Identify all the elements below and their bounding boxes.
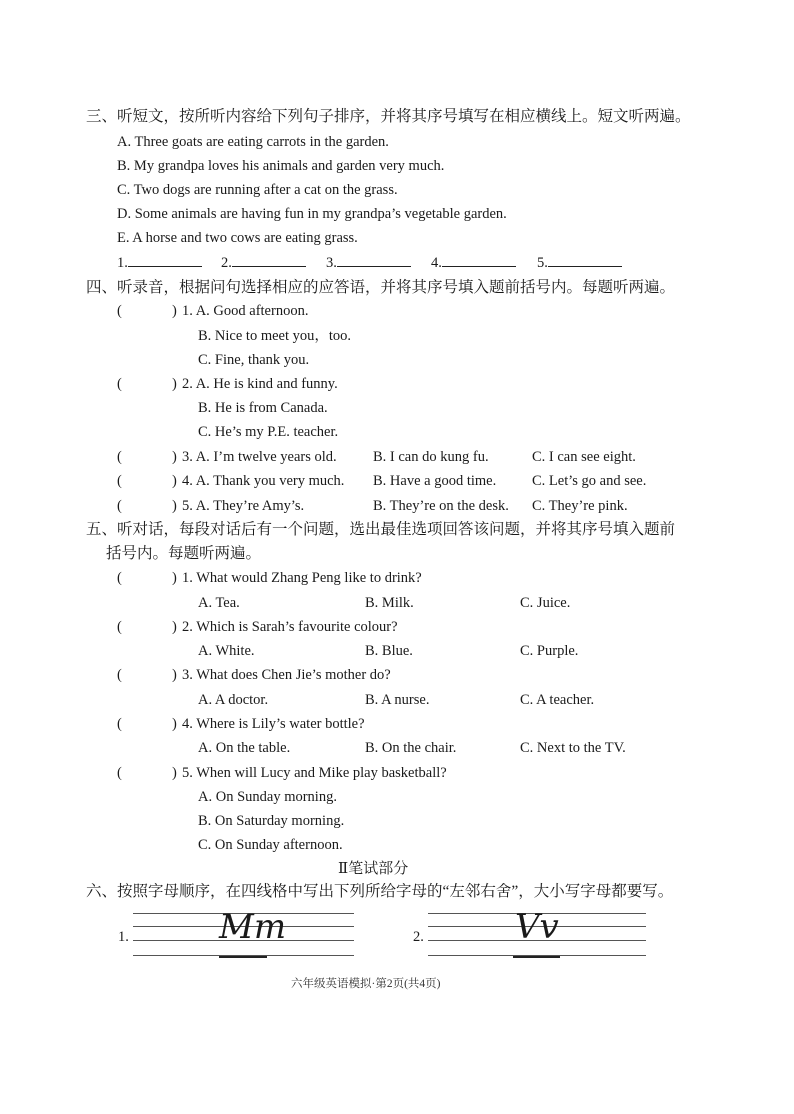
s4-q1-option-b: B. Nice to meet you，too.	[198, 328, 352, 344]
s4-q3-option-a: 3. A. I’m twelve years old.	[182, 449, 337, 465]
answer-bracket-open[interactable]: (	[117, 716, 122, 732]
answer-bracket-close: )	[172, 570, 177, 586]
answer-bracket-open[interactable]: (	[117, 498, 122, 514]
s5-q1-option-c: C. Juice.	[520, 595, 571, 611]
answer-bracket-close: )	[172, 619, 177, 635]
answer-blank-2[interactable]	[221, 254, 306, 272]
section3-sentence-e: E. A horse and two cows are eating grass.	[117, 230, 358, 246]
s4-q1-option-c: C. Fine, thank you.	[198, 352, 310, 368]
section4-heading: 四、听录音，根据问句选择相应的应答语，并将其序号填入题前括号内。每题听两遍。	[86, 279, 676, 296]
s5-q4-question: 4. Where is Lily’s water bottle?	[182, 716, 365, 732]
answer-bracket-open[interactable]: (	[117, 570, 122, 586]
answer-bracket-close: )	[172, 765, 177, 781]
s6-item1-number: 1.	[118, 929, 129, 945]
s4-q2-option-c: C. He’s my P.E. teacher.	[198, 424, 339, 440]
section3-sentence-a: A. Three goats are eating carrots in the garden.	[117, 134, 389, 150]
s5-q4-option-c: C. Next to the TV.	[520, 740, 626, 756]
s5-q2-question: 2. Which is Sarah’s favourite colour?	[182, 619, 398, 635]
s5-q5-option-c: C. On Sunday afternoon.	[198, 837, 343, 853]
blank-number: 4.	[431, 255, 442, 271]
s5-q5-option-a: A. On Sunday morning.	[198, 789, 337, 805]
blank-line[interactable]	[442, 254, 516, 267]
answer-bracket-open[interactable]: (	[117, 376, 122, 392]
answer-bracket-close: )	[172, 449, 177, 465]
answer-bracket-open[interactable]: (	[117, 765, 122, 781]
section5-heading-line2: 括号内。每题听两遍。	[106, 545, 262, 562]
s5-q5-question: 5. When will Lucy and Mike play basketball?	[182, 765, 447, 781]
s4-q2-option-b: B. He is from Canada.	[198, 400, 328, 416]
section3-heading: 三、听短文，按所听内容给下列句子排序，并将其序号填写在相应横线上。短文听两遍。	[86, 108, 691, 125]
s5-q3-option-b: B. A nurse.	[365, 692, 430, 708]
s5-q4-option-a: A. On the table.	[198, 740, 291, 756]
s4-q2-option-a: 2. A. He is kind and funny.	[182, 376, 338, 392]
blank-number: 1.	[117, 255, 128, 271]
section3-sentence-c: C. Two dogs are running after a cat on the grass.	[117, 182, 398, 198]
s4-q5-option-c: C. They’re pink.	[532, 498, 628, 514]
part2-title: Ⅱ笔试部分	[338, 859, 409, 877]
answer-blank-4[interactable]	[431, 254, 516, 272]
s5-q3-option-a: A. A doctor.	[198, 692, 269, 708]
s5-q5-option-b: B. On Saturday morning.	[198, 813, 345, 829]
s6-item1-letters: Mm	[219, 907, 287, 947]
blank-line[interactable]	[128, 254, 202, 267]
answer-blank-1[interactable]	[117, 254, 202, 272]
s5-q2-option-c: C. Purple.	[520, 643, 579, 659]
answer-bracket-open[interactable]: (	[117, 303, 122, 319]
blank-line[interactable]	[548, 254, 622, 267]
section6-heading: 六、按照字母顺序，在四线格中写出下列所给字母的“左邻右舍”，大小写字母都要写。	[86, 883, 674, 900]
answer-bracket-open[interactable]: (	[117, 473, 122, 489]
s4-q5-option-a: 5. A. They’re Amy’s.	[182, 498, 305, 514]
section3-sentence-d: D. Some animals are having fun in my grandpa’s vegetable garden.	[117, 206, 507, 222]
s5-q1-option-b: B. Milk.	[365, 595, 414, 611]
s5-q2-option-b: B. Blue.	[365, 643, 413, 659]
answer-blank-5[interactable]	[537, 254, 622, 272]
s5-q3-question: 3. What does Chen Jie’s mother do?	[182, 667, 391, 683]
s5-q1-question: 1. What would Zhang Peng like to drink?	[182, 570, 422, 586]
answer-bracket-close: )	[172, 376, 177, 392]
s5-q1-option-a: A. Tea.	[198, 595, 240, 611]
answer-bracket-close: )	[172, 498, 177, 514]
s4-q4-option-b: B. Have a good time.	[373, 473, 497, 489]
s4-q3-option-b: B. I can do kung fu.	[373, 449, 489, 465]
answer-bracket-close: )	[172, 303, 177, 319]
s6-item2-number: 2.	[413, 929, 424, 945]
s4-q1-option-a: 1. A. Good afternoon.	[182, 303, 309, 319]
answer-bracket-close: )	[172, 667, 177, 683]
answer-bracket-close: )	[172, 716, 177, 732]
answer-bracket-open[interactable]: (	[117, 667, 122, 683]
s5-q2-option-a: A. White.	[198, 643, 255, 659]
s4-q3-option-c: C. I can see eight.	[532, 449, 636, 465]
blank-line[interactable]	[337, 254, 411, 267]
s5-q3-option-c: C. A teacher.	[520, 692, 595, 708]
blank-number: 5.	[537, 255, 548, 271]
s4-q4-option-c: C. Let’s go and see.	[532, 473, 647, 489]
page-footer: 六年级英语模拟·第2页(共4页)	[291, 978, 441, 990]
blank-number: 2.	[221, 255, 232, 271]
answer-bracket-close: )	[172, 473, 177, 489]
s6-item2-letters: Vv	[515, 907, 559, 947]
answer-bracket-open[interactable]: (	[117, 619, 122, 635]
s4-q5-option-b: B. They’re on the desk.	[373, 498, 509, 514]
section5-heading-line1: 五、听对话，每段对话后有一个问题，选出最佳选项回答该问题，并将其序号填入题前	[86, 521, 676, 538]
blank-number: 3.	[326, 255, 337, 271]
s5-q4-option-b: B. On the chair.	[365, 740, 457, 756]
blank-line[interactable]	[232, 254, 306, 267]
section3-sentence-b: B. My grandpa loves his animals and garden very much.	[117, 158, 445, 174]
s4-q4-option-a: 4. A. Thank you very much.	[182, 473, 345, 489]
answer-bracket-open[interactable]: (	[117, 449, 122, 465]
answer-blank-3[interactable]	[326, 254, 411, 272]
